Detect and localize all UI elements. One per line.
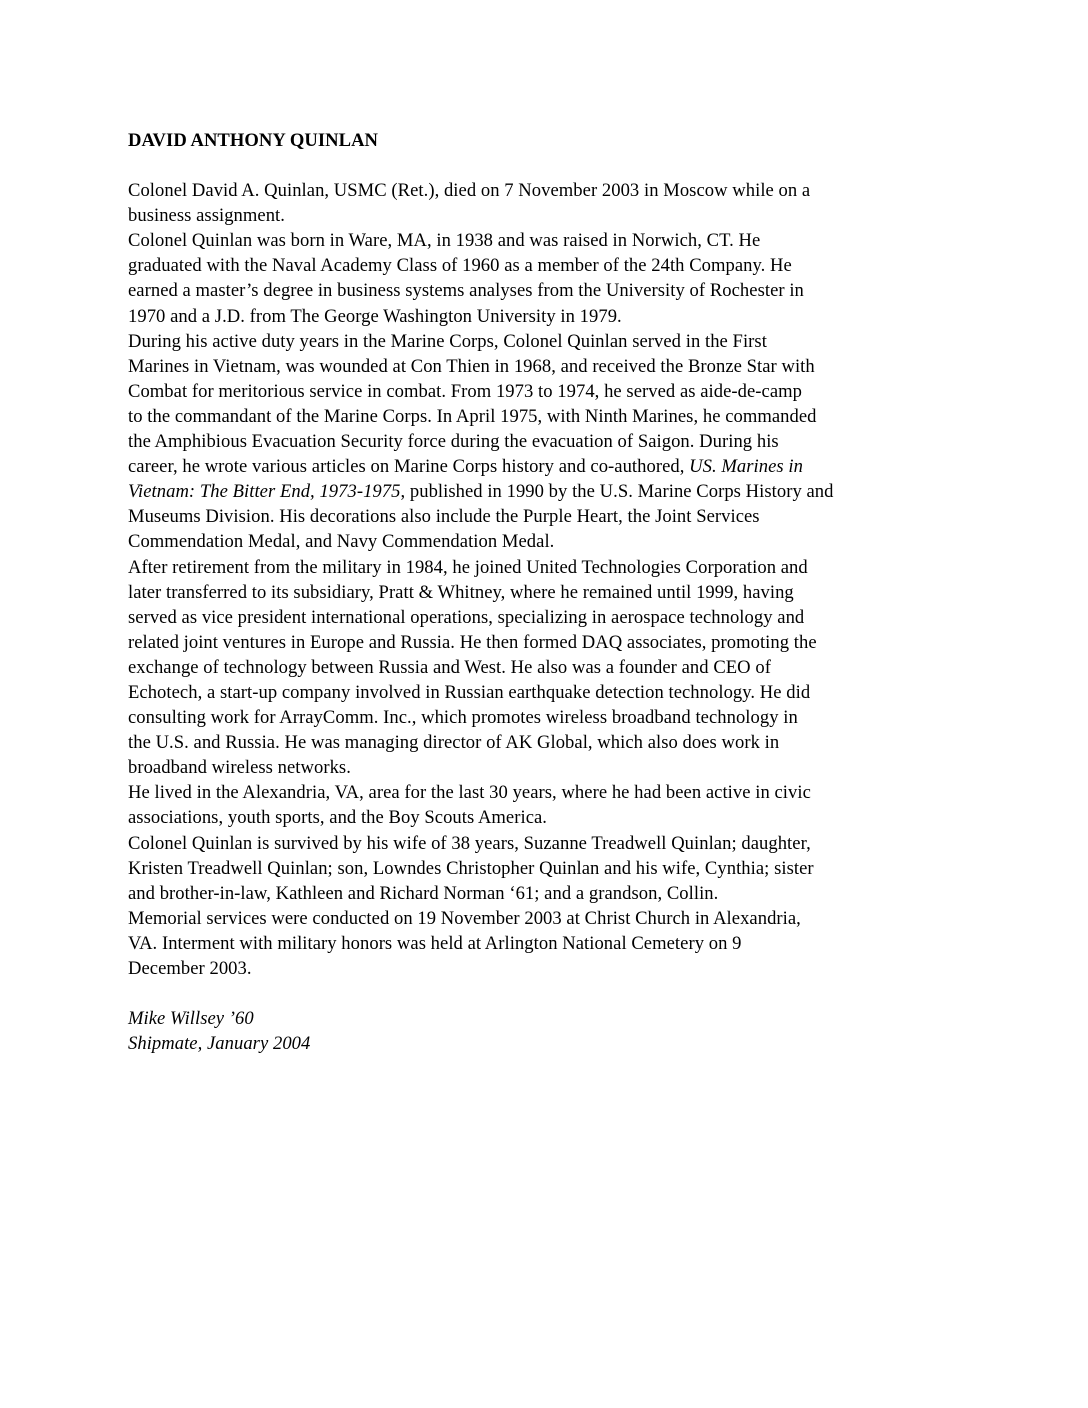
text-line: graduated with the Naval Academy Class of 1960 as a member of the 24th Company. He (128, 255, 792, 277)
text-segment: , published in 1990 by the U.S. Marine Corps History and (400, 481, 834, 503)
paragraph-civilian-career (128, 555, 978, 781)
paragraph-death-notice (128, 178, 978, 228)
text-line: Commendation Medal, and Navy Commendation Medal. (128, 531, 555, 553)
text-line: related joint ventures in Europe and Russia. He then formed DAQ associates, promoting the (128, 631, 817, 653)
text-line: later transferred to its subsidiary, Pratt & Whitney, where he remained until 1999, having (128, 581, 794, 603)
text-line: Colonel David A. Quinlan, USMC (Ret.), died on 7 November 2003 in Moscow while on a (128, 180, 811, 202)
text-line: business assignment. (128, 205, 285, 227)
text-line: After retirement from the military in 1984, he joined United Technologies Corporation and (128, 556, 808, 578)
text-line: Marines in Vietnam, was wounded at Con Thien in 1968, and received the Bronze Star with (128, 355, 815, 377)
signature-source: Shipmate, January 2004 (128, 1033, 311, 1055)
text-line: Memorial services were conducted on 19 November 2003 at Christ Church in Alexandria, (128, 907, 801, 929)
text-line: December 2003. (128, 958, 252, 979)
text-line: Museums Division. His decorations also include the Purple Heart, the Joint Services (128, 506, 760, 528)
document-body (128, 178, 978, 981)
paragraph-memorial (128, 906, 978, 981)
paragraph-survivors (128, 831, 978, 906)
text-line: consulting work for ArrayComm. Inc., which promotes wireless broadband technology in (128, 707, 798, 729)
text-line: Combat for meritorious service in combat. From 1973 to 1974, he served as aide-de-camp (128, 380, 803, 402)
text-line: the U.S. and Russia. He was managing director of AK Global, which also does work in (128, 732, 780, 754)
text-line: earned a master’s degree in business systems analyses from the University of Rochester in (128, 280, 804, 302)
text-line: broadband wireless networks. (128, 757, 351, 779)
text-line: During his active duty years in the Marine Corps, Colonel Quinlan served in the First (128, 330, 767, 352)
paragraph-education (128, 228, 978, 328)
text-line: VA. Interment with military honors was held at Arlington National Cemetery on 9 (128, 932, 742, 954)
text-line: 1970 and a J.D. from The George Washington University in 1979. (128, 305, 622, 327)
text-line: Colonel Quinlan was born in Ware, MA, in 1938 and was raised in Norwich, CT. He (128, 230, 761, 252)
paragraph-military-service (128, 329, 978, 555)
book-title-part: Vietnam: The Bitter End, 1973-1975 (128, 481, 401, 503)
text-line: the Amphibious Evacuation Security force during the evacuation of Saigon. During his (128, 431, 779, 453)
book-title-part: US. Marines in (689, 456, 803, 478)
text-line: Kristen Treadwell Quinlan; son, Lowndes Christopher Quinlan and his wife, Cynthia; sister (128, 857, 814, 879)
text-line (128, 454, 978, 479)
text-line: and brother-in-law, Kathleen and Richard Norman ‘61; and a grandson, Collin. (128, 882, 719, 904)
text-segment: career, he wrote various articles on Marine Corps history and co-authored, (128, 456, 690, 478)
paragraph-residence (128, 780, 978, 830)
signature-author: Mike Willsey ’60 (128, 1008, 254, 1030)
text-line: Colonel Quinlan is survived by his wife of 38 years, Suzanne Treadwell Quinlan; daughter, (128, 832, 811, 854)
text-line: served as vice president international operations, specializing in aerospace technology and (128, 606, 805, 628)
text-line (128, 479, 978, 504)
document-title: DAVID ANTHONY QUINLAN (128, 130, 379, 151)
document-page (128, 128, 978, 1056)
signature-block (128, 1006, 978, 1056)
text-line: Echotech, a start-up company involved in Russian earthquake detection technology. He did (128, 681, 811, 703)
text-line: exchange of technology between Russia and West. He also was a founder and CEO of (128, 656, 771, 678)
text-line: associations, youth sports, and the Boy Scouts America. (128, 807, 547, 829)
text-line: He lived in the Alexandria, VA, area for the last 30 years, where he had been active in civic (128, 782, 811, 804)
text-line: to the commandant of the Marine Corps. In April 1975, with Ninth Marines, he commanded (128, 405, 817, 427)
